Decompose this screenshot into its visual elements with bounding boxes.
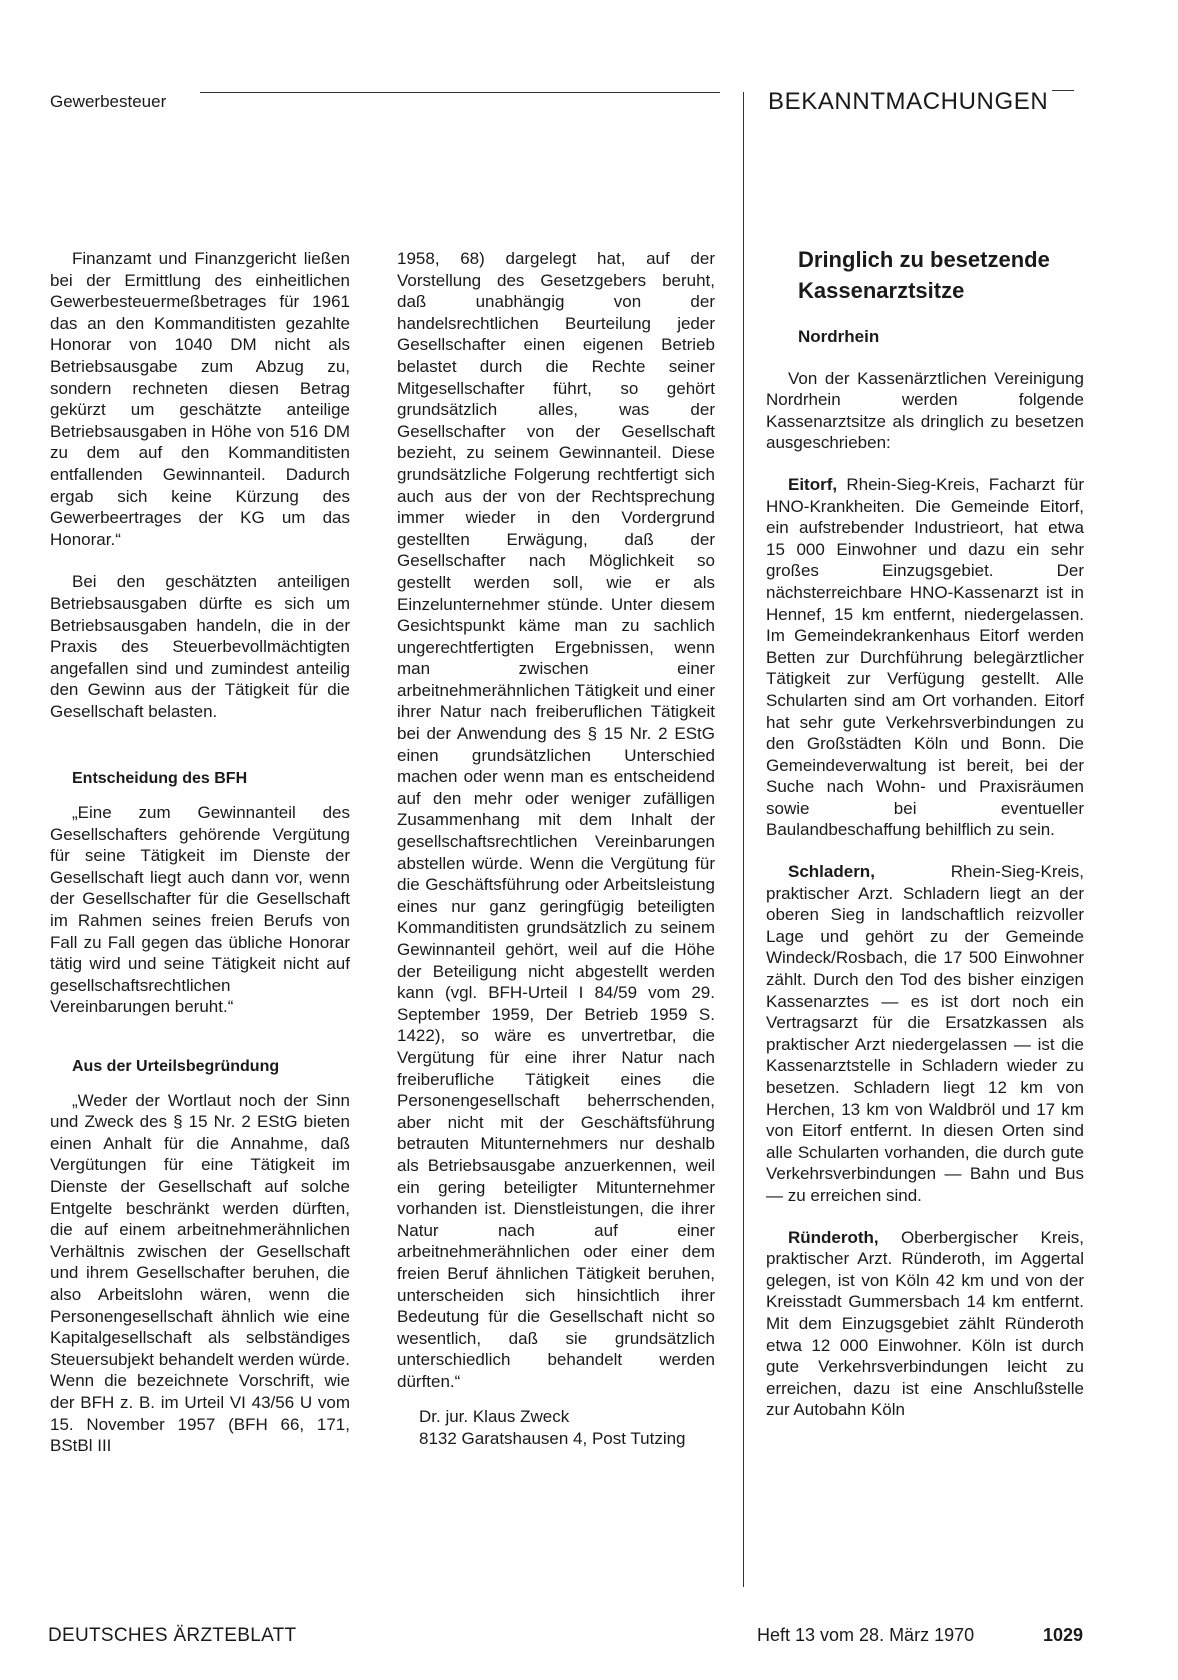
listing-schladern: Schladern, Rhein-Sieg-Kreis, praktischer Arzt. Schladern liegt an der oberen Sieg in landschaftlich reizvoller Lage und gehört zu der Gemeinde Windeck/Rosbach, die 17 500 Einwohner zählt. Durch den Tod des bisher einzigen Kassenarztes — es ist dort noch ein Vertragsarzt für die Ersatzkassen als praktischer Arzt niedergelassen — ist die Kassenarztstelle in Schladern wieder zu besetzen. Schladern liegt 12 km von Herchen, 13 km von Waldbröl und 17 km von Eitorf entfernt. In diesen Orten sind alle Schularten vorhanden, die durch gute Verkehrsverbindungen — Bahn und Bus — zu erreichen sind. xyxy=(766,862,1084,1205)
running-header-section: Gewerbesteuer xyxy=(50,92,167,111)
author-address: 8132 Garatshausen 4, Post Tutzing xyxy=(419,1429,686,1449)
paragraph: 1958, 68) dargelegt hat, auf der Vorstellung des Gesetzgebers beruht, daß unabhängig von der handelsrechtlichen Beurteilung jeder Gesellschafter einen eigenen Betrieb belastet durch die Rechte seiner Mitgesellschafter führt, so gehört grundsätzlich alles, was der Gesellschafter von der Gesellschaft bezieht, zu seinem Gewinnanteil. Diese grundsätzliche Folgerung rechtfertigt sich auch aus der von der Rechtsprechung immer wieder in den Vordergrund gestellten Erwägung, daß der Gesellschafter nach Möglichkeit so gestellt werden soll, wie er als Einzelunternehmer stünde. Unter diesem Gesichtspunkt käme man zu sachlich ungerechtfertigten Ergebnissen, wenn man zwischen einer arbeitnehmerähnlichen Tätigkeit und einer ihrer Natur nach freiberuflichen Tätigkeit bei der Anwendung des § 15 Nr. 2 EStG einen grundsätzlichen Unterschied machen oder wenn man es entscheidend auf den mehr oder weniger zufälligen Zusammenhang mit dem Inhalt der gesellschaftsrechtlichen Vereinbarungen abstellen würde. Wenn die Vergütung für die Geschäftsführung oder Arbeitsleistung eines nur ganz geringfügig beteiligten Kommanditisten grundsätzlich zu seinem Gewinnanteil gehört, weil auf die Höhe der Beteiligung nicht abgestellt werden kann (vgl. BFH-Urteil I 84/59 vom 29. September 1959, Der Betrieb 1959 S. 1422), so wäre es unvertretbar, die Vergütung für eine ihrer Natur nach freiberufliche Tätigkeit eines die Personengesellschaft beherrschenden, aber nicht mit der Geschäftsführung betrauten Mitunternehmers nur deshalb als Betriebsausgabe anzuerkennen, weil ein gering beteiligter Mitunternehmer vorhanden ist. Dienstleistungen, die ihrer Natur nach auf einer arbeitnehmerähnlichen oder einer dem freien Beruf ähnlichen Tätigkeit beruhen, unterscheiden sich hinsichtlich ihrer Bedeutung für die Gesellschaft nicht so wesentlich, daß sie grundsätzlich unterschiedlich behandelt werden dürften.“ xyxy=(397,249,715,1391)
header-rule-right xyxy=(1052,90,1074,91)
announcement-column xyxy=(766,244,1084,1421)
header-rule-left xyxy=(200,92,720,93)
article-column-1 xyxy=(50,248,350,1457)
region-heading: Nordrhein xyxy=(798,327,880,346)
running-header-announcements: BEKANNTMACHUNGEN xyxy=(768,88,1049,115)
quote-paragraph: „Weder der Wortlaut noch der Sinn und Zweck des § 15 Nr. 2 EStG bieten einen Anhalt für die Annahme, daß Vergütungen für eine Tätigkeit im Dienste der Gesellschaft auf solche Entgelte beschränkt werden dürften, die auf einem arbeitnehmerähnlichen Verhältnis zwischen der Gesellschaft und ihrem Gesellschafter beruhen, die also Arbeitslohn wären, wenn die Personengesellschaft ähnlich wie eine Kapitalgesellschaft als selbständiges Steuersubjekt behandelt werden würde. Wenn die bezeichnete Vorschrift, wie der BFH z. B. im Urteil VI 43/56 U vom 15. November 1957 (BFH 66, 171, BStBl III xyxy=(50,1090,350,1456)
author-name: Dr. jur. Klaus Zweck xyxy=(419,1407,570,1427)
listing-ruenderoth: Ründeroth, Oberbergischer Kreis, praktischer Arzt. Ründeroth, im Aggertal gelegen, ist von Köln 42 km und von der Kreisstadt Gummersbach 14 km entfernt. Mit dem Einzugsgebiet zählt Ründeroth etwa 12 000 Einwohner. Köln ist durch gute Verkehrsverbindungen leicht zu erreichen, dazu ist eine Anschlußstelle zur Autobahn Köln xyxy=(766,1227,1084,1420)
subheading: Entscheidung des BFH xyxy=(72,770,248,788)
paragraph: Finanzamt und Finanzgericht ließen bei der Ermittlung des einheitlichen Gewerbesteuermeßbetrages für 1961 das an den Kommanditisten gezahlte Honorar von 1040 DM nicht als Betriebsausgabe zum Abzug zu, sondern rechneten diesen Betrag gekürzt um geschätzte anteilige Betriebsausgaben in Höhe von 516 DM zu dem auf den Kommanditisten entfallenden Gewinnanteil. Dadurch ergab sich keine Kürzung des Gewerbeertrages der KG um das Honorar.“ xyxy=(50,249,350,549)
announcement-title: Dringlich zu besetzende Kassenarztsitze xyxy=(798,247,1050,303)
journal-name: DEUTSCHES ÄRZTEBLATT xyxy=(48,1625,297,1646)
subheading: Aus der Urteilsbegründung xyxy=(72,1058,280,1075)
listing-eitorf: Eitorf, Rhein-Sieg-Kreis, Facharzt für HNO-Krankheiten. Die Gemeinde Eitorf, ein aufstrebender Industrieort, hat etwa 15 000 Einwohner und dazu ein sehr großes Einzugsgebiet. Der nächsterreichbare HNO-Kassenarzt ist in Hennef, 15 km entfernt, niedergelassen. Im Gemeindekrankenhaus Eitorf werden Betten zur Durchführung belegärztlicher Tätigkeit zur Verfügung gestellt. Alle Schularten sind am Ort vorhanden. Eitorf hat sehr gute Verkehrsverbindungen zu den Großstädten Köln und Bonn. Die Gemeindeverwaltung ist bereit, bei der Suche nach Wohn- und Praxisräumen sowie bei eventueller Baulandbeschaffung behilflich zu sein. xyxy=(766,474,1084,840)
place-name: Eitorf, xyxy=(788,474,838,494)
article-column-2 xyxy=(397,248,715,1450)
column-divider xyxy=(743,92,744,1587)
paragraph: Bei den geschätzten anteiligen Betriebsausgaben dürfte es sich um Betriebsausgaben handeln, die in der Praxis des Steuerbevollmächtigten angefallen sind und zumindest anteilig den Gewinn aus der Tätigkeit für die Gesellschaft belasten. xyxy=(50,572,350,721)
place-name: Ründeroth, xyxy=(788,1227,879,1247)
page-number: 1029 xyxy=(1043,1625,1084,1645)
issue-info: Heft 13 vom 28. März 1970 xyxy=(757,1625,975,1645)
quote-paragraph: „Eine zum Gewinnanteil des Gesellschafters gehörende Vergütung für seine Tätigkeit im Dienste der Gesellschaft liegt auch dann vor, wenn der Gesellschafter für die Gesellschaft im Rahmen seines freien Berufs von Fall zu Fall gegen das übliche Honorar tätig wird und seine Tätigkeit nicht auf gesellschaftsrechtlichen Vereinbarungen beruht.“ xyxy=(50,803,350,1017)
intro-paragraph: Von der Kassenärztlichen Vereinigung Nordrhein werden folgende Kassenarztsitze als dringlich zu besetzen ausgeschrieben: xyxy=(766,368,1084,453)
place-name: Schladern, xyxy=(788,862,875,882)
